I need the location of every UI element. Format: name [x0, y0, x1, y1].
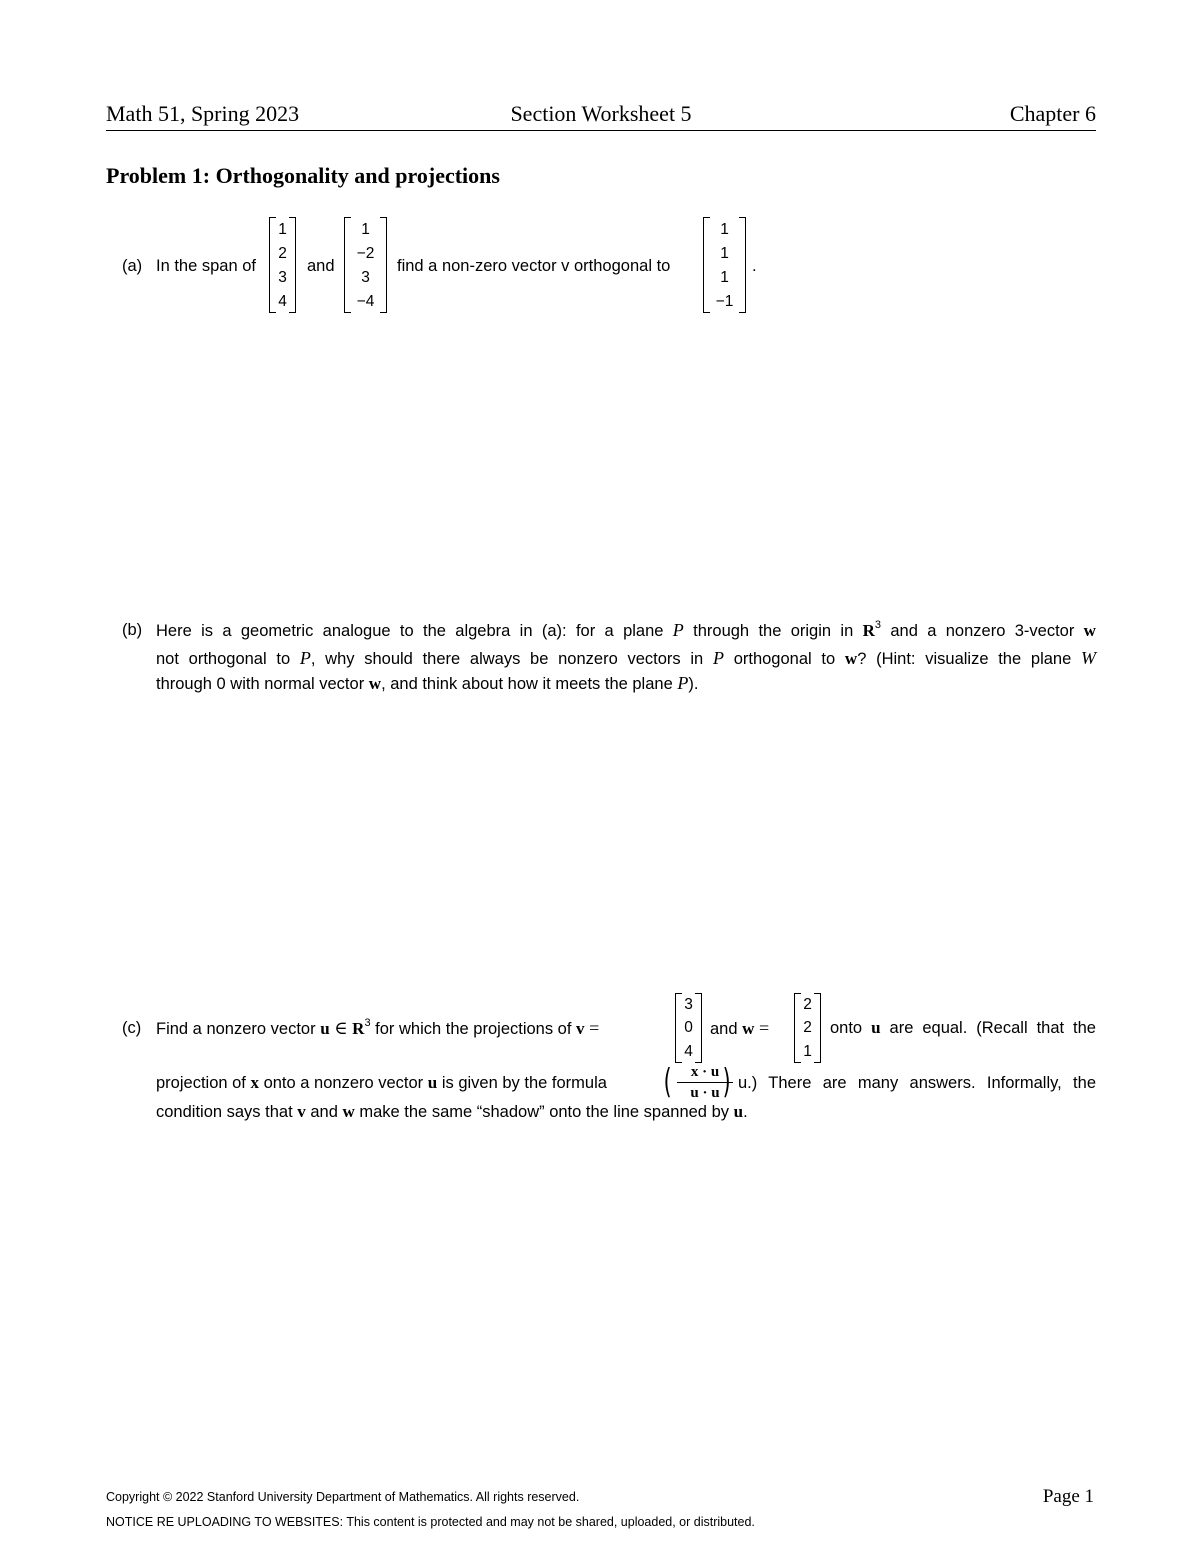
- vector-entry: −2: [356, 244, 375, 262]
- vector-entry: 2: [803, 996, 812, 1014]
- vector-entry: 2: [278, 244, 287, 262]
- part-b-label: (b): [122, 621, 143, 639]
- vector-entry: 1: [278, 220, 287, 238]
- right-paren: ): [722, 1062, 731, 1102]
- vector-2: [344, 217, 387, 313]
- course-title: Math 51, Spring 2023: [106, 101, 300, 126]
- vector-entry: 4: [684, 1042, 693, 1060]
- vector-entry: 0: [684, 1019, 693, 1037]
- chapter-label: Chapter 6: [1009, 101, 1096, 126]
- vector-entry: 1: [720, 244, 729, 262]
- vector-entry: 3: [278, 268, 287, 286]
- vector-3: [703, 217, 746, 313]
- part-c-and: and w =: [710, 1018, 770, 1038]
- part-b-text: Here is a geometric analogue to the algebra in (a): for a plane P through the origin in $R^3$ and a nonzero 3-vector w not orthogonal to P, why should there always be nonzero vectors in P orthogonal to w? (Hint: visualize the plane W through 0 with normal vector w, and think about how it meets the plane P).: [156, 619, 1096, 693]
- part-c-label: (c): [122, 1019, 142, 1037]
- vector-entry: 3: [684, 996, 693, 1014]
- part-a-period: .: [752, 257, 757, 275]
- part-c-line-1-end: onto u are equal. (Recall that the: [830, 1018, 1096, 1037]
- worksheet-title: Section Worksheet 5: [510, 101, 692, 126]
- vector-1: [269, 217, 296, 313]
- fraction-denominator: u · u: [690, 1085, 720, 1101]
- vector-entry: 2: [803, 1019, 812, 1037]
- part-a-text-2: and: [307, 257, 335, 275]
- part-c-line-2: projection of x onto a nonzero vector u is given by the formula: [156, 1073, 607, 1092]
- part-a-label: (a): [122, 257, 143, 275]
- vector-entry: 1: [361, 220, 370, 238]
- part-c-line-2-end: u.) There are many answers. Informally, the: [738, 1074, 1096, 1092]
- vector-entry: 1: [720, 220, 729, 238]
- upload-notice: NOTICE RE UPLOADING TO WEBSITES: This content is protected and may not be shared, uploaded, or distributed.: [106, 1515, 755, 1529]
- vector-entry: 1: [720, 268, 729, 286]
- vector-entry: −1: [715, 292, 734, 310]
- part-a-text-3: find a non-zero vector v orthogonal to: [397, 257, 671, 275]
- vector-entry: 3: [361, 268, 370, 286]
- copyright-notice: Copyright © 2022 Stanford University Department of Mathematics. All rights reserved.: [106, 1490, 580, 1504]
- page-number: Page 1: [1042, 1486, 1094, 1507]
- part-c-line-1: Find a nonzero vector u ∈ $R^3$ for which the projections of v =: [156, 1017, 600, 1038]
- vector-entry: 1: [803, 1042, 812, 1060]
- vector-entry: −4: [356, 292, 375, 310]
- left-paren: (: [663, 1062, 672, 1102]
- vector-w: [794, 993, 821, 1063]
- part-a-text-1: In the span of: [156, 257, 256, 275]
- fraction-numerator: x · u: [690, 1064, 720, 1080]
- vector-entry: 4: [278, 292, 287, 310]
- page-header: [106, 100, 1096, 131]
- part-c-line-3: condition says that v and w make the same “shadow” onto the line spanned by u.: [156, 1102, 748, 1121]
- vector-v: [675, 993, 702, 1063]
- problem-title: Problem 1: Orthogonality and projections: [106, 163, 500, 188]
